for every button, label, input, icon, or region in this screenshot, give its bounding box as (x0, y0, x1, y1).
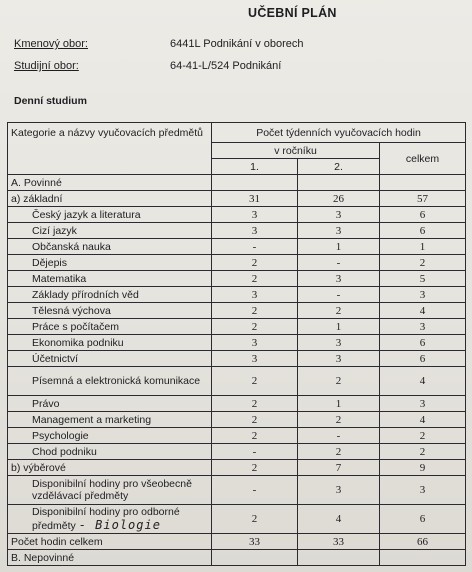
table-body (8, 175, 466, 566)
subject-name (8, 271, 212, 287)
hours-total (380, 550, 466, 566)
subject-name (8, 476, 212, 505)
hours-year-2: 3 (298, 223, 380, 239)
hours-total: 2 (380, 255, 466, 271)
subject-name (8, 351, 212, 367)
subject-name (8, 319, 212, 335)
hours-total: 6 (380, 223, 466, 239)
hours-year-1: 2 (212, 505, 298, 534)
hours-year-1: 3 (212, 351, 298, 367)
hours-total: 1 (380, 239, 466, 255)
header-total: celkem (380, 143, 466, 175)
table-row (8, 351, 466, 367)
hours-year-1: - (212, 476, 298, 505)
hours-total: 9 (380, 460, 466, 476)
subject-label: Psychologie (32, 429, 89, 442)
subject-name (8, 396, 212, 412)
subject-label: Účetnictví (32, 352, 79, 365)
hours-total: 3 (380, 319, 466, 335)
table-row (8, 460, 466, 476)
hours-year-1: 33 (212, 534, 298, 550)
hours-year-2: 3 (298, 351, 380, 367)
subject-name (8, 175, 212, 191)
table-row (8, 239, 466, 255)
subject-label: Management a marketing (32, 413, 152, 426)
hours-total: 6 (380, 335, 466, 351)
hours-total: 5 (380, 271, 466, 287)
header-year-2: 2. (298, 159, 380, 175)
subject-name (8, 255, 212, 271)
hours-year-2 (298, 550, 380, 566)
subject-name (8, 412, 212, 428)
study-mode: Denní studium (14, 95, 87, 107)
subject-name (8, 444, 212, 460)
hours-year-2: 4 (298, 505, 380, 534)
hours-year-1: 3 (212, 223, 298, 239)
hours-total: 4 (380, 367, 466, 396)
hours-year-1: 2 (212, 271, 298, 287)
hours-total: 6 (380, 351, 466, 367)
table-row (8, 412, 466, 428)
table-row (8, 319, 466, 335)
subject-name (8, 239, 212, 255)
field-label-studijni-obor: Studijní obor: (14, 60, 79, 72)
subject-label: Chod podniku (32, 445, 97, 458)
hours-total: 3 (380, 396, 466, 412)
hours-year-2: - (298, 428, 380, 444)
subject-label: B. Nepovinné (11, 551, 75, 564)
hours-year-2: 3 (298, 271, 380, 287)
hours-year-2: - (298, 287, 380, 303)
hours-total: 2 (380, 428, 466, 444)
table-row (8, 175, 466, 191)
hours-year-1 (212, 175, 298, 191)
hours-year-1: 2 (212, 303, 298, 319)
table-row (8, 191, 466, 207)
subject-label: Tělesná výchova (32, 304, 111, 317)
hours-total: 3 (380, 287, 466, 303)
subject-label: a) základní (11, 192, 63, 205)
subject-label: Občanská nauka (32, 240, 111, 253)
subject-name (8, 223, 212, 239)
hours-year-1: - (212, 444, 298, 460)
hours-year-2: - (298, 255, 380, 271)
hours-year-2: 1 (298, 396, 380, 412)
subject-name (8, 335, 212, 351)
page-title: UČEBNÍ PLÁN (248, 6, 337, 20)
table-row (8, 367, 466, 396)
subject-label: Disponibilní hodiny pro všeobecně vzdělávací předměty (32, 478, 192, 502)
hours-year-2: 26 (298, 191, 380, 207)
table-row (8, 550, 466, 566)
hours-year-1: 2 (212, 396, 298, 412)
hours-year-2: 3 (298, 207, 380, 223)
hours-year-2: 7 (298, 460, 380, 476)
hours-year-2: 3 (298, 476, 380, 505)
hours-year-2: 1 (298, 319, 380, 335)
hours-year-1: 2 (212, 367, 298, 396)
subject-name (8, 534, 212, 550)
subject-label: Ekonomika podniku (32, 336, 124, 349)
subject-label: Základy přírodních věd (32, 288, 139, 301)
table-row (8, 396, 466, 412)
field-value-studijni-obor: 64-41-L/524 Podnikání (170, 60, 282, 72)
field-value-kmenovy-obor: 6441L Podnikání v oborech (170, 38, 304, 50)
hours-year-1: 2 (212, 412, 298, 428)
hours-total: 57 (380, 191, 466, 207)
hours-year-1: 3 (212, 207, 298, 223)
hours-total: 6 (380, 505, 466, 534)
hours-year-1: 2 (212, 319, 298, 335)
hours-year-1: 31 (212, 191, 298, 207)
subject-label: b) výběrové (11, 461, 66, 474)
subject-label: Práce s počítačem (32, 320, 119, 333)
hours-year-2: 2 (298, 412, 380, 428)
subject-label: Dějepis (32, 256, 68, 269)
header-category: Kategorie a názvy vyučovacích předmětů (8, 123, 212, 175)
table-row (8, 534, 466, 550)
curriculum-table (7, 122, 466, 566)
field-label-kmenovy-obor: Kmenový obor: (14, 38, 88, 50)
subject-name (8, 428, 212, 444)
subject-name (8, 460, 212, 476)
subject-label: Počet hodin celkem (11, 535, 103, 548)
subject-name (8, 287, 212, 303)
hours-year-1: 2 (212, 460, 298, 476)
hours-year-1: 3 (212, 287, 298, 303)
table-row (8, 207, 466, 223)
subject-label: Písemná a elektronická komunikace (32, 375, 201, 387)
table-row (8, 271, 466, 287)
hours-year-1: 2 (212, 428, 298, 444)
hours-year-2: 2 (298, 367, 380, 396)
hours-year-2: 3 (298, 335, 380, 351)
handwritten-note: - Biologie (78, 518, 161, 532)
subject-name (8, 207, 212, 223)
subject-name (8, 505, 212, 534)
table-row (8, 303, 466, 319)
hours-year-1: 3 (212, 335, 298, 351)
subject-label: A. Povinné (11, 176, 62, 189)
hours-total: 4 (380, 303, 466, 319)
table-row (8, 428, 466, 444)
subject-label: Disponibilní hodiny pro odborné předměty (32, 506, 180, 532)
table-row (8, 255, 466, 271)
subject-label: Český jazyk a literatura (32, 208, 141, 221)
hours-year-2: 2 (298, 444, 380, 460)
table-row (8, 444, 466, 460)
hours-total: 3 (380, 476, 466, 505)
table-row (8, 505, 466, 534)
subject-name (8, 367, 212, 396)
subject-name (8, 303, 212, 319)
table-row (8, 287, 466, 303)
table-row (8, 223, 466, 239)
hours-year-1 (212, 550, 298, 566)
hours-year-2: 2 (298, 303, 380, 319)
table-row (8, 335, 466, 351)
header-year-1: 1. (212, 159, 298, 175)
hours-year-2: 1 (298, 239, 380, 255)
subject-name (8, 191, 212, 207)
hours-total: 66 (380, 534, 466, 550)
header-hours: Počet týdenních vyučovacích hodin (212, 123, 466, 143)
hours-year-1: 2 (212, 255, 298, 271)
hours-total: 2 (380, 444, 466, 460)
hours-total (380, 175, 466, 191)
hours-year-1: - (212, 239, 298, 255)
subject-name (8, 550, 212, 566)
hours-year-2 (298, 175, 380, 191)
header-per-year: v ročníku (212, 143, 380, 159)
table-row (8, 476, 466, 505)
hours-year-2: 33 (298, 534, 380, 550)
hours-total: 6 (380, 207, 466, 223)
subject-label: Cizí jazyk (32, 224, 77, 237)
hours-total: 4 (380, 412, 466, 428)
subject-label: Právo (32, 397, 60, 410)
subject-label: Matematika (32, 272, 87, 285)
